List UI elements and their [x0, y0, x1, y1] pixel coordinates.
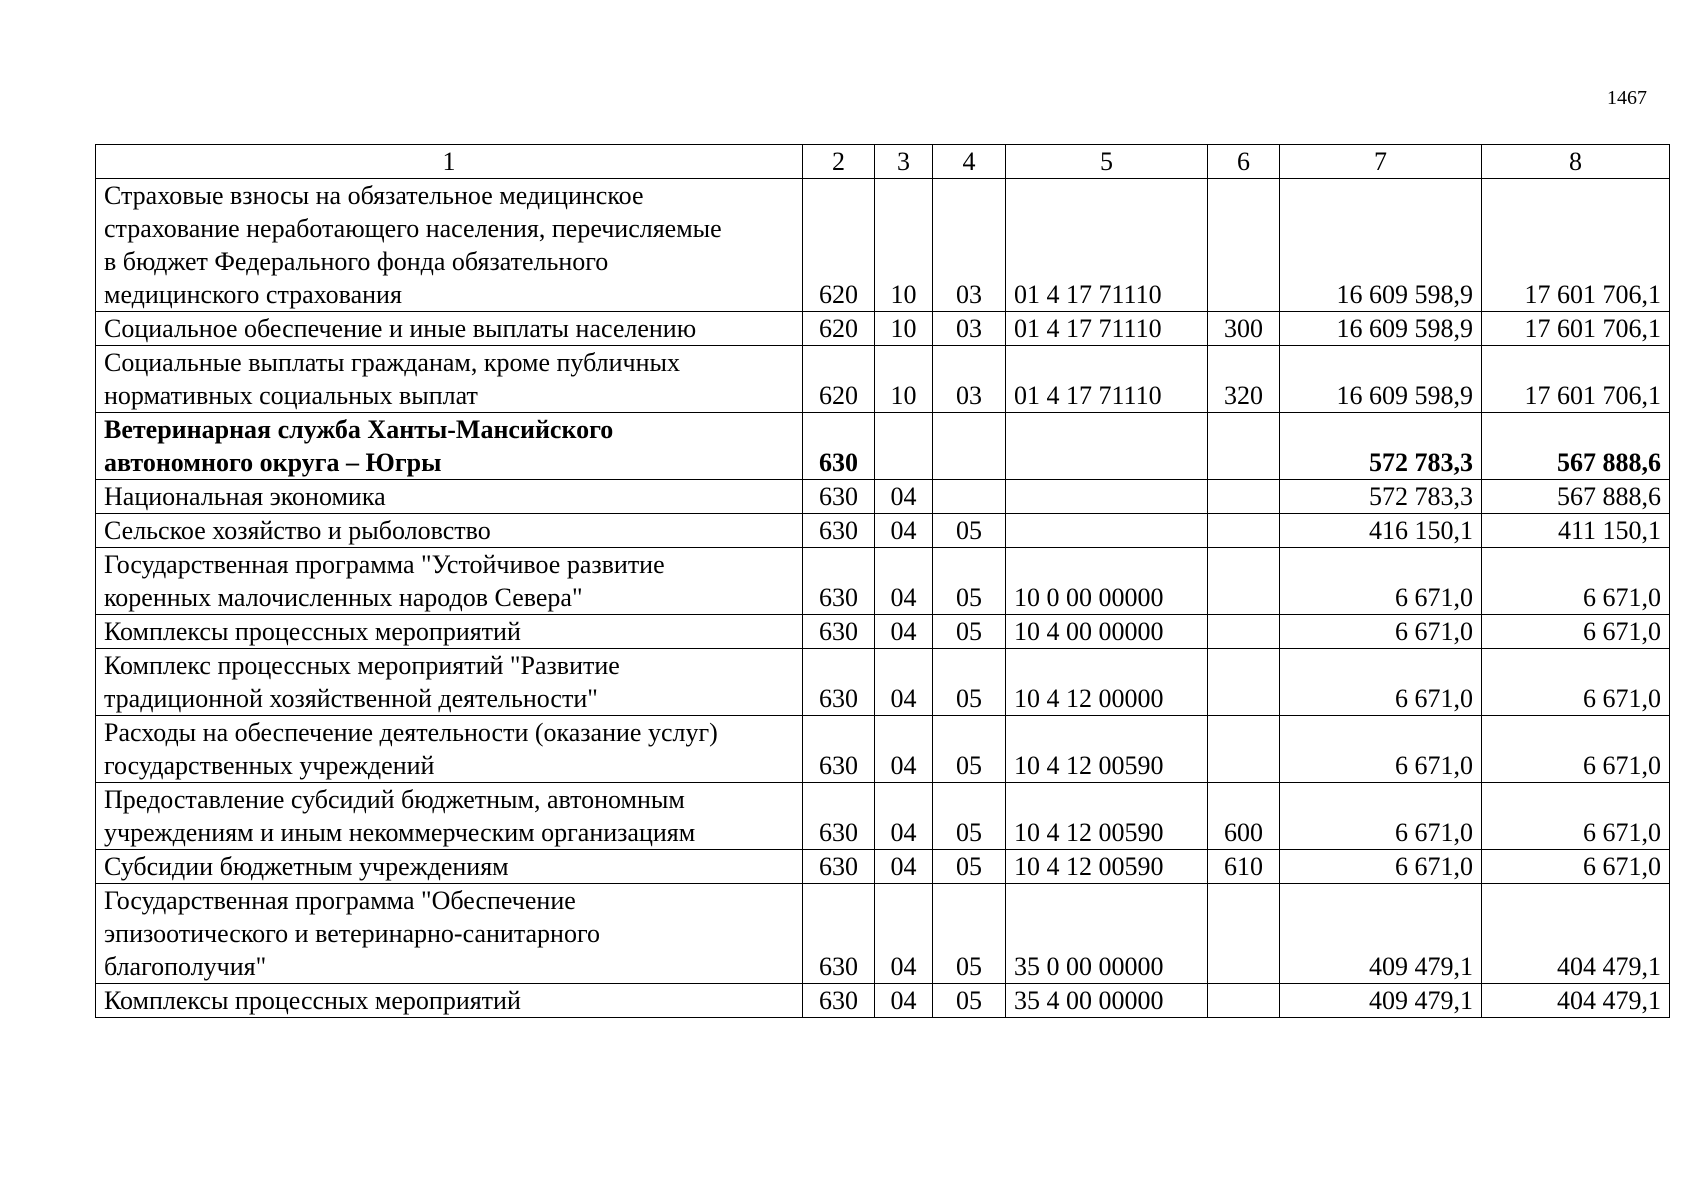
row-name-cell — [96, 716, 803, 783]
row-name-line: Предоставление субсидий бюджетным, автономным — [104, 785, 685, 814]
amount-year2-cell: 6 671,0 — [1482, 615, 1670, 649]
code-cell: 630 — [803, 649, 875, 716]
amount-year1-cell: 6 671,0 — [1280, 615, 1482, 649]
section-cell: 04 — [875, 716, 933, 783]
expense-type-cell: 600 — [1208, 783, 1280, 850]
page-number: 1467 — [1607, 87, 1647, 109]
row-name-line: Сельское хозяйство и рыболовство — [104, 516, 491, 545]
amount-year2-cell: 567 888,6 — [1482, 480, 1670, 514]
table-row — [96, 716, 1670, 783]
row-name-line: коренных малочисленных народов Севера" — [104, 583, 583, 612]
section-cell: 04 — [875, 480, 933, 514]
amount-year1-cell: 6 671,0 — [1280, 783, 1482, 850]
target-article-cell: 01 4 17 71110 — [1006, 346, 1208, 413]
amount-year2-cell: 567 888,6 — [1482, 413, 1670, 480]
table-row — [96, 548, 1670, 615]
expense-type-cell — [1208, 480, 1280, 514]
target-article-cell — [1006, 413, 1208, 480]
expense-type-cell — [1208, 649, 1280, 716]
target-article-cell: 10 4 12 00590 — [1006, 850, 1208, 884]
row-name-cell — [96, 649, 803, 716]
row-name-line: Субсидии бюджетным учреждениям — [104, 852, 509, 881]
row-name-cell — [96, 783, 803, 850]
row-name-line: Комплекс процессных мероприятий "Развитие — [104, 651, 620, 680]
section-cell: 10 — [875, 312, 933, 346]
subsection-cell: 03 — [933, 179, 1006, 312]
amount-year2-cell: 404 479,1 — [1482, 984, 1670, 1018]
row-name-line: в бюджет Федерального фонда обязательного — [104, 247, 609, 276]
subsection-cell: 05 — [933, 649, 1006, 716]
row-name-line: Социальное обеспечение и иные выплаты населению — [104, 314, 697, 343]
expense-type-cell — [1208, 716, 1280, 783]
row-name-cell — [96, 548, 803, 615]
section-cell — [875, 413, 933, 480]
row-name-cell — [96, 346, 803, 413]
table-row — [96, 783, 1670, 850]
row-name-line: Ветеринарная служба Ханты-Мансийского — [104, 415, 614, 444]
target-article-cell: 35 4 00 00000 — [1006, 984, 1208, 1018]
section-cell: 04 — [875, 783, 933, 850]
amount-year2-cell: 411 150,1 — [1482, 514, 1670, 548]
table-row — [96, 850, 1670, 884]
amount-year1-cell: 6 671,0 — [1280, 716, 1482, 783]
row-name-cell — [96, 413, 803, 480]
amount-year1-cell: 572 783,3 — [1280, 413, 1482, 480]
amount-year2-cell: 6 671,0 — [1482, 783, 1670, 850]
subsection-cell — [933, 413, 1006, 480]
target-article-cell: 01 4 17 71110 — [1006, 312, 1208, 346]
header-row — [96, 145, 1670, 179]
section-cell: 10 — [875, 346, 933, 413]
row-name-line: традиционной хозяйственной деятельности" — [104, 684, 598, 713]
row-name-cell — [96, 514, 803, 548]
subsection-cell: 05 — [933, 514, 1006, 548]
amount-year2-cell: 6 671,0 — [1482, 850, 1670, 884]
code-cell: 630 — [803, 480, 875, 514]
amount-year1-cell: 6 671,0 — [1280, 850, 1482, 884]
row-name-line: Комплексы процессных мероприятий — [104, 986, 521, 1015]
row-name-cell — [96, 179, 803, 312]
section-cell: 04 — [875, 615, 933, 649]
amount-year2-cell: 17 601 706,1 — [1482, 312, 1670, 346]
expense-type-cell: 610 — [1208, 850, 1280, 884]
row-name-line: Комплексы процессных мероприятий — [104, 617, 521, 646]
expense-type-cell — [1208, 984, 1280, 1018]
budget-table — [95, 144, 1670, 1018]
table-row — [96, 649, 1670, 716]
expense-type-cell — [1208, 615, 1280, 649]
row-name-cell — [96, 884, 803, 984]
target-article-cell: 10 4 12 00590 — [1006, 716, 1208, 783]
row-name-cell — [96, 850, 803, 884]
column-1-header: 1 — [96, 145, 803, 179]
code-cell: 630 — [803, 984, 875, 1018]
row-name-line: медицинского страхования — [104, 280, 402, 309]
table-body — [96, 145, 1670, 1018]
subsection-cell: 03 — [933, 312, 1006, 346]
expense-type-cell: 300 — [1208, 312, 1280, 346]
subsection-cell — [933, 480, 1006, 514]
subsection-cell: 05 — [933, 548, 1006, 615]
row-name-cell — [96, 480, 803, 514]
row-name-line: Расходы на обеспечение деятельности (оказание услуг) — [104, 718, 718, 747]
table-row — [96, 346, 1670, 413]
amount-year2-cell: 6 671,0 — [1482, 649, 1670, 716]
amount-year1-cell: 16 609 598,9 — [1280, 179, 1482, 312]
section-cell: 04 — [875, 984, 933, 1018]
row-name-line: Государственная программа "Устойчивое развитие — [104, 550, 665, 579]
amount-year1-cell: 572 783,3 — [1280, 480, 1482, 514]
row-name-line: Государственная программа "Обеспечение — [104, 886, 576, 915]
row-name-line: Страховые взносы на обязательное медицинское — [104, 181, 644, 210]
amount-year2-cell: 17 601 706,1 — [1482, 179, 1670, 312]
row-name-line: государственных учреждений — [104, 751, 435, 780]
subsection-cell: 05 — [933, 783, 1006, 850]
row-name-line: эпизоотического и ветеринарно-санитарного — [104, 919, 600, 948]
code-cell: 630 — [803, 850, 875, 884]
amount-year1-cell: 416 150,1 — [1280, 514, 1482, 548]
code-cell: 630 — [803, 615, 875, 649]
table-row — [96, 480, 1670, 514]
table-row — [96, 312, 1670, 346]
expense-type-cell — [1208, 514, 1280, 548]
expense-type-cell — [1208, 413, 1280, 480]
row-name-line: учреждениям и иным некоммерческим организациям — [104, 818, 696, 847]
amount-year1-cell: 16 609 598,9 — [1280, 346, 1482, 413]
subsection-cell: 05 — [933, 884, 1006, 984]
amount-year2-cell: 6 671,0 — [1482, 716, 1670, 783]
row-name-line: Национальная экономика — [104, 482, 386, 511]
subsection-cell: 05 — [933, 615, 1006, 649]
code-cell: 630 — [803, 548, 875, 615]
target-article-cell: 10 4 12 00590 — [1006, 783, 1208, 850]
code-cell: 620 — [803, 179, 875, 312]
row-name-cell — [96, 984, 803, 1018]
amount-year1-cell: 6 671,0 — [1280, 548, 1482, 615]
table-row — [96, 884, 1670, 984]
column-2-header: 2 — [803, 145, 875, 179]
expense-type-cell: 320 — [1208, 346, 1280, 413]
subsection-cell: 05 — [933, 716, 1006, 783]
row-name-line: благополучия" — [104, 952, 267, 981]
code-cell: 620 — [803, 346, 875, 413]
target-article-cell — [1006, 480, 1208, 514]
target-article-cell — [1006, 514, 1208, 548]
code-cell: 630 — [803, 716, 875, 783]
section-cell: 10 — [875, 179, 933, 312]
table-row — [96, 179, 1670, 312]
column-8-header: 8 — [1482, 145, 1670, 179]
table-row — [96, 413, 1670, 480]
amount-year1-cell: 16 609 598,9 — [1280, 312, 1482, 346]
code-cell: 630 — [803, 413, 875, 480]
section-cell: 04 — [875, 884, 933, 984]
table-row — [96, 615, 1670, 649]
subsection-cell: 03 — [933, 346, 1006, 413]
row-name-line: Социальные выплаты гражданам, кроме публичных — [104, 348, 680, 377]
section-cell: 04 — [875, 850, 933, 884]
column-3-header: 3 — [875, 145, 933, 179]
target-article-cell: 35 0 00 00000 — [1006, 884, 1208, 984]
section-cell: 04 — [875, 548, 933, 615]
expense-type-cell — [1208, 548, 1280, 615]
column-6-header: 6 — [1208, 145, 1280, 179]
amount-year2-cell: 17 601 706,1 — [1482, 346, 1670, 413]
table-row — [96, 984, 1670, 1018]
expense-type-cell — [1208, 179, 1280, 312]
section-cell: 04 — [875, 649, 933, 716]
amount-year2-cell: 6 671,0 — [1482, 548, 1670, 615]
column-5-header: 5 — [1006, 145, 1208, 179]
target-article-cell: 10 0 00 00000 — [1006, 548, 1208, 615]
subsection-cell: 05 — [933, 850, 1006, 884]
section-cell: 04 — [875, 514, 933, 548]
code-cell: 630 — [803, 514, 875, 548]
column-4-header: 4 — [933, 145, 1006, 179]
amount-year1-cell: 6 671,0 — [1280, 649, 1482, 716]
code-cell: 630 — [803, 884, 875, 984]
row-name-line: автономного округа – Югры — [104, 448, 442, 477]
target-article-cell: 10 4 00 00000 — [1006, 615, 1208, 649]
subsection-cell: 05 — [933, 984, 1006, 1018]
row-name-cell — [96, 615, 803, 649]
table-row — [96, 514, 1670, 548]
row-name-cell — [96, 312, 803, 346]
amount-year1-cell: 409 479,1 — [1280, 884, 1482, 984]
column-7-header: 7 — [1280, 145, 1482, 179]
row-name-line: нормативных социальных выплат — [104, 381, 478, 410]
amount-year1-cell: 409 479,1 — [1280, 984, 1482, 1018]
target-article-cell: 10 4 12 00000 — [1006, 649, 1208, 716]
row-name-line: страхование неработающего населения, перечисляемые — [104, 214, 722, 243]
expense-type-cell — [1208, 884, 1280, 984]
code-cell: 620 — [803, 312, 875, 346]
amount-year2-cell: 404 479,1 — [1482, 884, 1670, 984]
code-cell: 630 — [803, 783, 875, 850]
target-article-cell: 01 4 17 71110 — [1006, 179, 1208, 312]
